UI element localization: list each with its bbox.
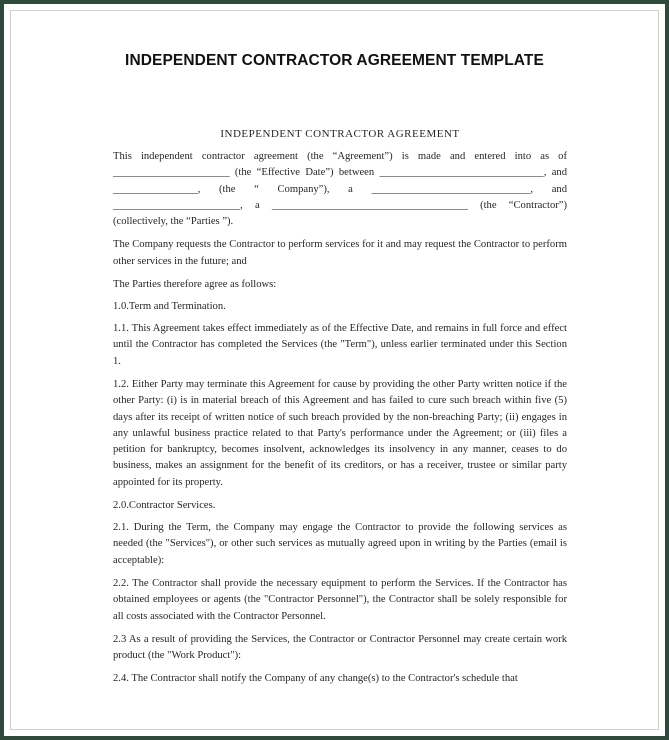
clause-1-1: 1.1. This Agreement takes effect immediately as of the Effective Date, and remains in full force and effect until the Contractor has completed the Services (the "Term"), unless earlier terminated under this Section 1. [113, 323, 567, 367]
clause-1-2: 1.2. Either Party may terminate this Agreement for cause by providing the other Party written notice if the other Party: (i) is in material breach of this Agreement and has failed to cure such breach within five (5) days after its receipt of written notice of such breach provided by the non-breaching Party; (ii) engages in any unlawful business practice related to that Party's performance under the Agreement; or (iii) files a petition for bankruptcy, becomes insolvent, acknowledges its insolvency in any manner, ceases to do business, makes an assignment for the benefit of its creditors, or has a receiver, trustee or similar party appointed for its property. [113, 378, 567, 488]
clause-2-3: 2.3 As a result of providing the Services, the Contractor or Contractor Personnel may create certain work product (the "Work Product"): [113, 633, 567, 662]
request-paragraph: The Company requests the Contractor to perform services for it and may request the Contractor to perform other services in the future; and [113, 239, 567, 267]
clause-2-2: 2.2. The Contractor shall provide the necessary equipment to perform the Services. If the Contractor has obtained employees or agents (the "Contractor Personnel"), the Contractor shall be solely responsible for all costs associated with the Contractor Personnel. [113, 577, 567, 622]
agreement-document [113, 127, 567, 688]
agree-paragraph: The Parties therefore agree as follows: [113, 279, 277, 291]
page-heading: INDEPENDENT CONTRACTOR AGREEMENT TEMPLATE [125, 52, 544, 69]
clause-2-4: 2.4. The Contractor shall notify the Company of any change(s) to the Contractor's schedule that [113, 673, 518, 685]
section-1-title: 1.0.Term and Termination. [113, 301, 226, 313]
clause-2-1: 2.1. During the Term, the Company may engage the Contractor to provide the following services as needed (the "Services"), or other such services as mutually agreed upon in writing by the Parties (email is acceptable): [113, 522, 567, 566]
section-2-title: 2.0.Contractor Services. [113, 500, 216, 512]
document-subtitle: INDEPENDENT CONTRACTOR AGREEMENT [220, 128, 460, 140]
intro-paragraph: This independent contractor agreement (the “Agreement”) is made and entered into as of ______________________ (the “Effective Date”) between _______________________________, and ________________, (the “ Company”), a ______________________________, and ________________________, a _____________________________________ (the “Contractor”) (collectively, the “Parties ”). [113, 151, 567, 228]
